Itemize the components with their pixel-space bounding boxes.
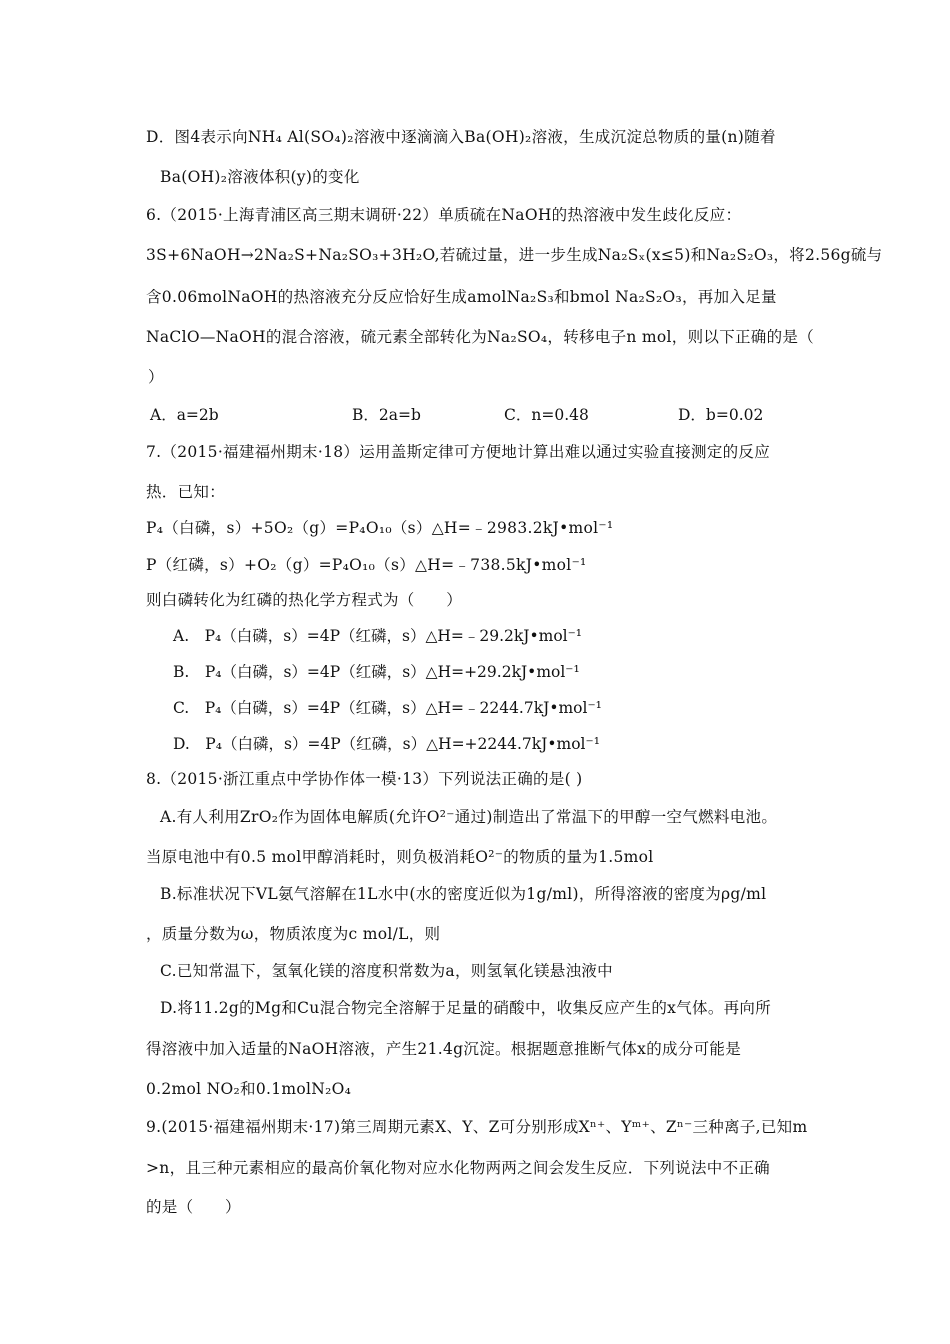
q7-option-b: B. P₄（白磷，s）=4P（红磷，s）△H=+29.2kJ•mol⁻¹ bbox=[173, 663, 580, 681]
q8-option-b-line1: B.标准状况下VL氨气溶解在1L水中(水的密度近似为1g/ml)，所得溶液的密度为ρg/ml bbox=[160, 885, 767, 903]
q6-stem-line5: ） bbox=[148, 368, 164, 386]
q6-stem-line1: 6.（2015·上海青浦区高三期末调研·22）单质硫在NaOH的热溶液中发生歧化反应： bbox=[146, 206, 742, 224]
q7-stem-line2: 热．已知： bbox=[146, 483, 226, 501]
q6-option-b: B．2a=b bbox=[352, 406, 421, 424]
q8-option-a-line1: A.有人利用ZrO₂作为固体电解质(允许O²⁻通过)制造出了常温下的甲醇一空气燃料电池。 bbox=[160, 808, 778, 826]
q6-option-c: C．n=0.48 bbox=[504, 406, 589, 424]
q8-option-d-line2: 得溶液中加入适量的NaOH溶液，产生21.4g沉淀。根据题意推断气体x的成分可能是 bbox=[146, 1040, 742, 1058]
q9-stem-line3: 的是（ ） bbox=[146, 1198, 241, 1216]
q7-equation-1: P₄（白磷，s）+5O₂（g）=P₄O₁₀（s）△H=﹣2983.2kJ•mol⁻¹ bbox=[146, 519, 614, 537]
q7-option-d: D. P₄（白磷，s）=4P（红磷，s）△H=+2244.7kJ•mol⁻¹ bbox=[173, 735, 600, 753]
q8-stem: 8.（2015·浙江重点中学协作体一模·13）下列说法正确的是( ) bbox=[146, 770, 583, 788]
q8-option-d-line1: D.将11.2g的Mg和Cu混合物完全溶解于足量的硝酸中，收集反应产生的x气体。再向所 bbox=[160, 999, 772, 1017]
q7-option-a: A. P₄（白磷，s）=4P（红磷，s）△H=﹣29.2kJ•mol⁻¹ bbox=[173, 627, 583, 645]
q7-question: 则白磷转化为红磷的热化学方程式为（ ） bbox=[146, 591, 463, 609]
q8-option-b-line2: ，质量分数为ω，物质浓度为c mol/L，则 bbox=[146, 925, 441, 943]
q6-stem-line3: 含0.06molNaOH的热溶液充分反应恰好生成amolNa₂S₃和bmol Na₂S₂O₃，再加入足量 bbox=[146, 288, 777, 306]
q5-option-d-line2: Ba(OH)₂溶液体积(y)的变化 bbox=[160, 168, 360, 186]
q6-option-d: D．b=0.02 bbox=[678, 406, 764, 424]
q8-option-d-line3: 0.2mol NO₂和0.1molN₂O₄ bbox=[146, 1080, 352, 1098]
q9-stem-line2: >n，且三种元素相应的最高价氧化物对应水化物两两之间会发生反应．下列说法中不正确 bbox=[146, 1159, 770, 1177]
q5-option-d-line1: D．图4表示向NH₄ Al(SO₄)₂溶液中逐滴滴入Ba(OH)₂溶液，生成沉淀总物质的量(n)随着 bbox=[146, 128, 776, 146]
q8-option-a-line2: 当原电池中有0.5 mol甲醇消耗时，则负极消耗O²⁻的物质的量为1.5mol bbox=[146, 848, 654, 866]
q7-option-c: C. P₄（白磷，s）=4P（红磷，s）△H=﹣2244.7kJ•mol⁻¹ bbox=[173, 699, 602, 717]
q6-option-a: A．a=2b bbox=[150, 406, 219, 424]
q7-stem-line1: 7.（2015·福建福州期末·18）运用盖斯定律可方便地计算出难以通过实验直接测定的反应 bbox=[146, 443, 771, 461]
q6-stem-line2: 3S+6NaOH→2Na₂S+Na₂SO₃+3H₂O,若硫过量，进一步生成Na₂Sₓ(x≤5)和Na₂S₂O₃，将2.56g硫与 bbox=[146, 246, 883, 264]
q9-stem-line1: 9.(2015·福建福州期末·17)第三周期元素X、Y、Z可分别形成Xⁿ⁺、Yᵐ⁺、Zⁿ⁻三种离子,已知m bbox=[146, 1118, 808, 1136]
q8-option-c-line1: C.已知常温下，氢氧化镁的溶度积常数为a，则氢氧化镁悬浊液中 bbox=[160, 962, 613, 980]
q7-equation-2: P（红磷，s）+O₂（g）=P₄O₁₀（s）△H=﹣738.5kJ•mol⁻¹ bbox=[146, 556, 587, 574]
q6-stem-line4: NaClO—NaOH的混合溶液，硫元素全部转化为Na₂SO₄，转移电子n mol，则以下正确的是（ bbox=[146, 328, 815, 346]
